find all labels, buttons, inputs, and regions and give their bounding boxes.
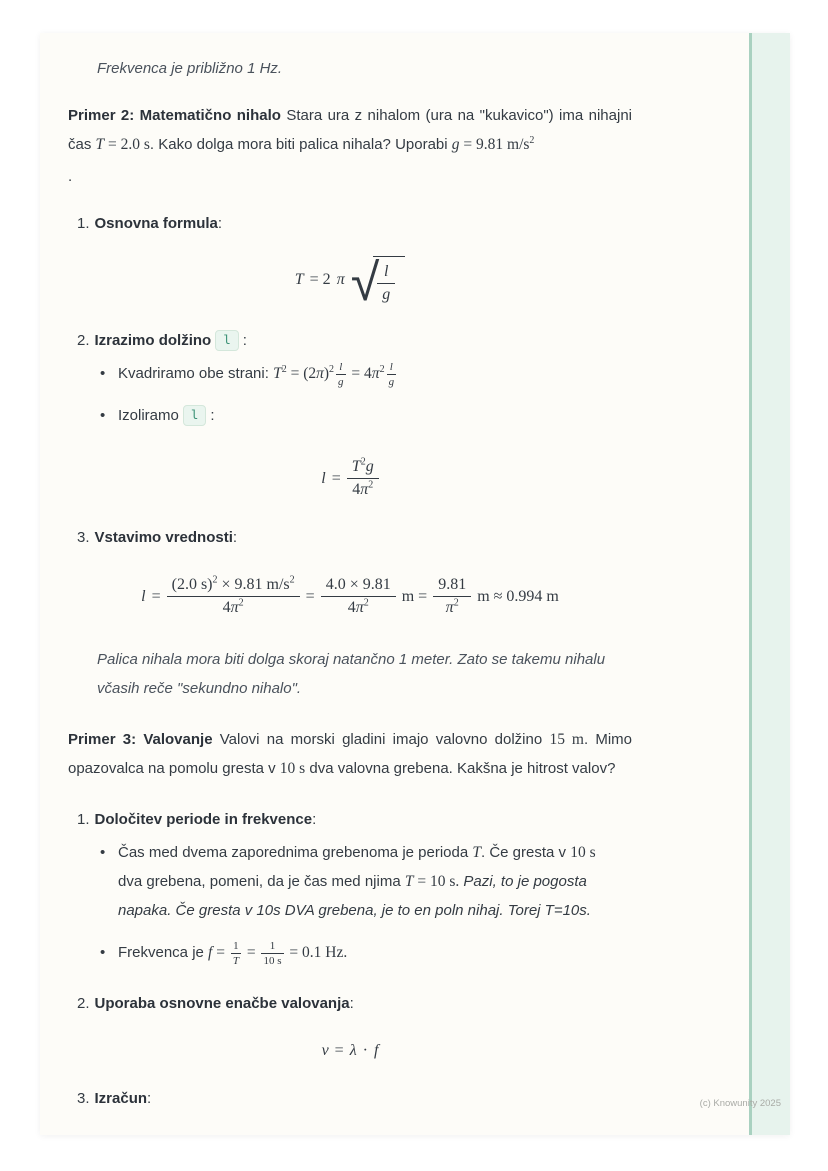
list-item-frequency	[68, 938, 632, 967]
math-sup-2: 2	[281, 364, 287, 375]
step-wave-equation	[68, 993, 632, 1014]
step-basic-formula	[68, 213, 632, 234]
numerator: 9.81	[438, 576, 467, 593]
denominator: 10 s	[263, 955, 282, 967]
numerator: 1	[269, 940, 276, 952]
orphan-period: .	[68, 168, 73, 185]
bullet-lead: Izoliramo	[118, 407, 179, 424]
numerator: l	[389, 361, 393, 373]
numerator	[347, 458, 379, 478]
math-sup-2: 2	[238, 597, 244, 609]
fraction-final	[433, 576, 471, 617]
step-colon: :	[232, 529, 238, 546]
step-number: 2.	[77, 995, 90, 1012]
math-var-f: f	[208, 944, 213, 961]
math-equals: = 2	[309, 271, 331, 288]
math-sup-2: 2	[360, 456, 366, 468]
step-label: Izrazimo dolžino	[94, 332, 212, 349]
bullet-icon	[100, 838, 118, 925]
math-equals: =	[334, 1042, 344, 1059]
primer2-title: Primer 2: Matematično nihalo	[68, 107, 281, 124]
denominator	[167, 596, 300, 617]
math-lambda: λ	[349, 1042, 357, 1059]
math-pi: π	[336, 271, 345, 288]
note-second-pendulum: Palica nihala mora biti dolga skoraj natančno 1 meter. Zato se takemu nihalu včasih reče "sekundno nihalo".	[97, 651, 606, 697]
square-root	[350, 253, 406, 313]
fraction-l-over-g	[377, 263, 395, 304]
math-pi: π	[371, 365, 380, 382]
step-label: Določitev periode in frekvence	[94, 811, 313, 828]
primer3-text-3: dva valovna grebena. Kakšna je hitrost valov?	[305, 760, 616, 777]
bullet-text-3: dva grebena, pomeni, da je čas med njima	[118, 873, 405, 890]
math-dot-operator: ·	[362, 1042, 368, 1059]
step-period-frequency	[68, 809, 632, 830]
math-pi: π	[316, 365, 324, 382]
bullet-text	[118, 401, 632, 430]
math-time: 10 s	[279, 760, 306, 777]
bullet-icon	[100, 401, 118, 430]
math-var-g: g	[451, 136, 460, 153]
math-pi: π	[230, 599, 239, 616]
step-colon: :	[217, 215, 223, 232]
math-equals: =	[331, 469, 341, 487]
bullet-text	[118, 938, 632, 967]
math-var-T: T	[351, 458, 361, 475]
math-text: (2.0 s)	[171, 576, 213, 593]
denominator	[433, 596, 471, 617]
step-calculation	[68, 1088, 632, 1109]
fraction-1-over-T	[231, 940, 241, 967]
primer3-title: Primer 3: Valovanje	[68, 731, 213, 748]
math-sup-2: 2	[453, 597, 459, 609]
math-result: = 0.1 Hz.	[285, 944, 348, 961]
step-label: Izračun	[94, 1090, 148, 1107]
bullet-text	[118, 359, 632, 388]
math-text: = 4	[347, 365, 372, 382]
bullet-text-2: . Če gresta v	[481, 844, 571, 861]
bullet-colon: :	[210, 407, 215, 424]
step-number: 2.	[77, 332, 90, 349]
list-item-period-explanation	[68, 838, 632, 925]
bullet-lead: Kvadriramo obe strani:	[118, 365, 274, 382]
step-label: Uporaba osnovne enačbe valovanja	[94, 995, 350, 1012]
numerator	[167, 576, 300, 596]
fraction-values	[167, 576, 300, 617]
primer3-paragraph	[68, 725, 632, 783]
denominator: g	[338, 376, 344, 388]
math-pi: π	[355, 599, 364, 616]
numerator: 1	[233, 940, 239, 952]
math-var-l: l	[321, 469, 326, 487]
math-sup-2: 2	[368, 479, 374, 491]
math-var-T: T	[294, 271, 304, 288]
math-text: × 9.81 m/s	[217, 576, 290, 593]
primer2-paragraph	[68, 101, 632, 159]
step-express-length	[68, 330, 632, 351]
fraction-1-over-10s	[261, 940, 283, 967]
primer3-text-2: . Mimo opazovalca na pomolu gresta v	[68, 731, 633, 777]
bullet-icon	[100, 938, 118, 967]
step-label: Osnovna formula	[94, 215, 218, 232]
primer3-text-1: Valovi na morski gladini imajo valovno dolžino	[212, 731, 550, 748]
math-var-T: T	[472, 844, 481, 861]
list-item-isolate	[68, 401, 632, 430]
step-colon: :	[147, 1090, 152, 1107]
math-var-T: T	[95, 136, 105, 153]
math-pi: π	[445, 599, 454, 616]
math-period-value: = 2.0 s	[104, 136, 150, 153]
math-sup-2: 2	[529, 135, 535, 146]
numerator: l	[339, 361, 343, 373]
math-equals: =	[212, 944, 229, 961]
math-sup-2: 2	[379, 364, 385, 375]
step-number: 3.	[77, 529, 90, 546]
bullet-text	[118, 838, 608, 925]
page-content	[40, 33, 632, 1109]
denominator	[347, 478, 379, 499]
denominator: T	[232, 955, 239, 967]
numerator: l	[384, 263, 389, 280]
primer2-text-2: . Kako dolga mora biti palica nihala? Uporabi	[149, 136, 452, 153]
math-var-T: T	[404, 873, 414, 890]
bullet-icon	[100, 359, 118, 388]
step-number: 1.	[77, 215, 90, 232]
math-coefficient: 4	[347, 599, 356, 616]
math-sup-2: 2	[289, 574, 295, 586]
code-chip-l: l	[183, 405, 207, 426]
math-result: m ≈ 0.994 m	[477, 587, 559, 605]
formula-pendulum-period	[68, 253, 632, 313]
math-text: )	[323, 365, 330, 382]
step-colon: :	[242, 332, 247, 349]
formula-length-computed	[68, 576, 632, 617]
formula-wave-speed	[68, 1042, 632, 1060]
primer2-text-1: Stara ura z nihalom (ura na "kukavico") ima nihajni čas	[68, 107, 632, 153]
math-unit-equals: m =	[401, 587, 428, 605]
numerator: 4.0 × 9.81	[325, 576, 391, 593]
math-equals: =	[151, 587, 161, 605]
step-colon: :	[349, 995, 354, 1012]
math-equals: =	[242, 944, 260, 961]
formula-length	[68, 458, 632, 499]
math-coefficient: 4	[222, 599, 231, 616]
step-colon: :	[312, 811, 317, 828]
denominator	[321, 596, 396, 617]
step-label: Vstavimo vrednosti	[94, 529, 233, 546]
step-number: 1.	[77, 811, 90, 828]
math-pi: π	[360, 481, 369, 498]
bullet-lead: Frekvenca je	[118, 944, 209, 961]
step-insert-values	[68, 527, 632, 548]
math-wavelength: 15 m	[549, 731, 584, 748]
math-period-value: = 10 s.	[413, 873, 460, 890]
math-sup-2: 2	[212, 574, 218, 586]
code-chip-l: l	[215, 330, 239, 351]
fraction-simplified	[321, 576, 396, 617]
math-var-g: g	[365, 458, 374, 475]
math-equals: =	[305, 587, 315, 605]
math-var-v: v	[321, 1042, 329, 1059]
radical-icon: √	[350, 253, 380, 313]
warning-note: Pazi, to je pogosta napaka. Če gresta v 10s DVA grebena, je to en poln nihaj. Torej T=10s.	[118, 873, 591, 919]
math-var-f: f	[373, 1042, 379, 1059]
math-text: = (2	[286, 365, 317, 382]
fraction-l-over-g	[387, 361, 397, 388]
math-g-value: = 9.81 m/s	[459, 136, 530, 153]
bullet-lead: Čas med dvema zaporednima grebenoma je perioda	[118, 844, 473, 861]
list-item-square-both-sides	[68, 359, 632, 388]
math-var-T: T	[273, 365, 282, 382]
step-number: 3.	[77, 1090, 90, 1107]
denominator: g	[388, 376, 395, 388]
page-accent-bar	[749, 33, 790, 1135]
math-time: 10 s	[570, 844, 596, 861]
copyright-notice: (c) Knowunity 2025	[699, 1098, 781, 1109]
math-sup-2: 2	[363, 597, 369, 609]
denominator: g	[377, 283, 395, 304]
fraction-T2g-over-4pi2	[347, 458, 379, 499]
note-frequency: Frekvenca je približno 1 Hz.	[97, 60, 283, 77]
document-page	[40, 33, 790, 1135]
fraction-l-over-g	[336, 361, 346, 388]
math-coefficient: 4	[352, 481, 361, 498]
math-sup-2: 2	[329, 364, 335, 375]
math-var-l: l	[141, 587, 146, 605]
